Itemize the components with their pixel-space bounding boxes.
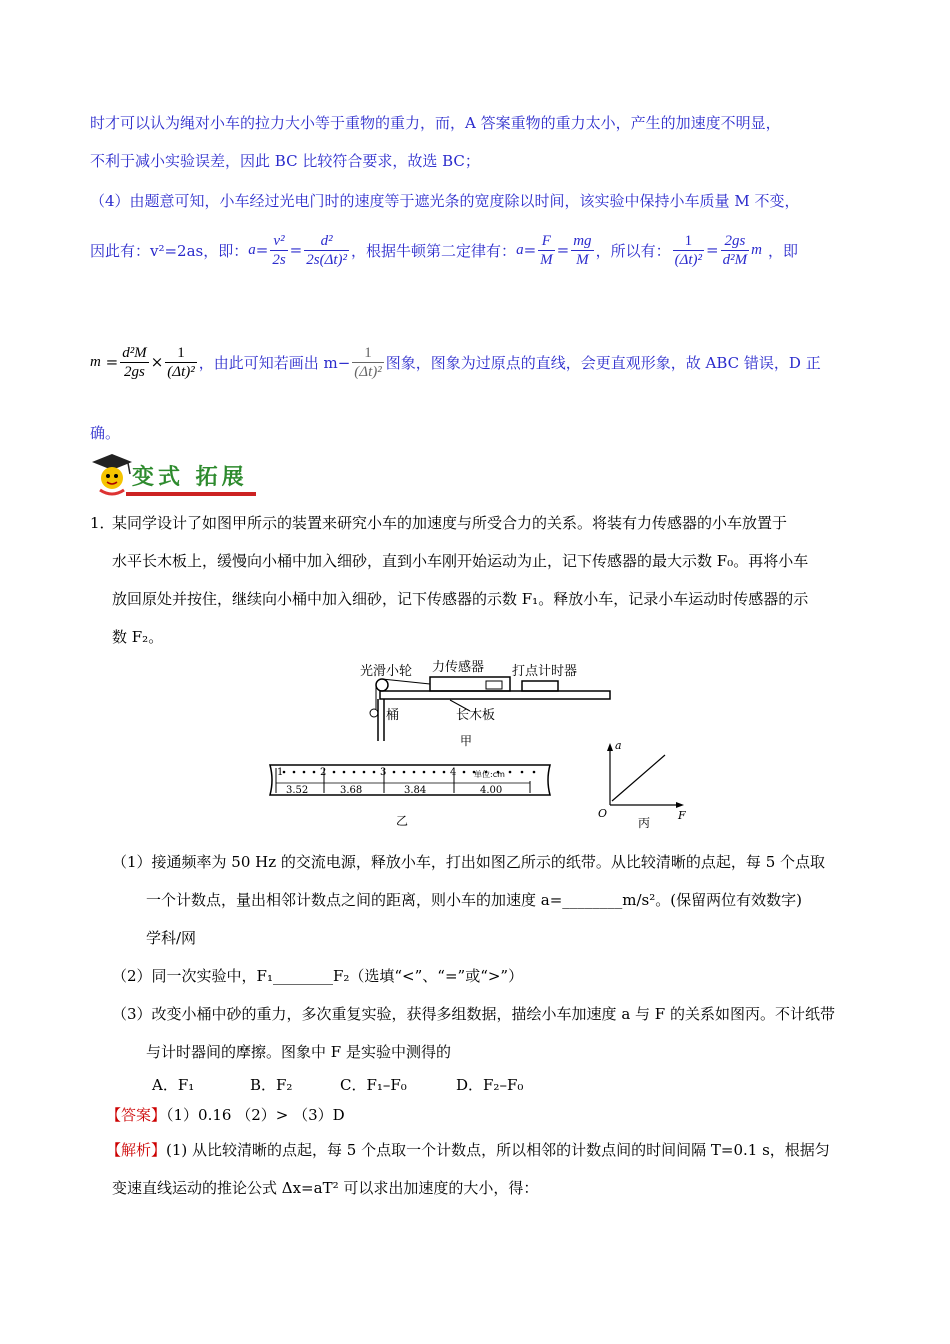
label-timer: 打点计时器 [512,664,578,679]
tape-distance-3: 3.84 [404,785,427,796]
a-F-graph [598,739,686,830]
solution-line-5-text2: 图象，图象为过原点的直线，会更直观形象，故 ABC 错误，D 正 [385,353,821,372]
solution-line-5-text: ，由此可知若画出 m− [198,353,351,372]
graph-ylabel: a [615,739,622,752]
tape-point-4: 4 [450,767,457,778]
solution-line-5: m = $\frac{\text{d²M}}{2gs}$ × $\frac{1}{\text{(Δt)²}}$ ，由此可知若画出 m− $\frac{1}{\text{(Δt)²}}$ 图象，图象为过原点的直线，会更直观形象，故 ABC 错误，D 正 [90,344,821,380]
part1-line-1: （1）接通频率为 50 Hz 的交流电源，释放小车，打出如图乙所示的纸带。从比较清晰的点起，每 5 个点取 [112,853,826,871]
tape-point-3: 3 [380,767,387,778]
tape-distance-2: 3.68 [340,785,363,796]
tape-distance-4: 4.00 [480,785,503,796]
analysis-line-1 [106,1140,830,1160]
question-stem-3: 放回原处并按住，继续向小桶中加入细砂，记下传感器的示数 F₁。释放小车，记录小车运动时传感器的示 [112,590,809,608]
solution-line-6: 确。 [90,424,121,442]
analysis-tag: 【解析】 [106,1141,167,1159]
caption-bing: 丙 [638,816,651,830]
solution-line-1: 时才可以认为绳对小车的拉力大小等于重物的重力，而，A 答案重物的重力太小，产生的加速度不明显， [90,114,781,132]
tape-point-2: 2 [320,767,327,778]
graph-line [612,755,665,801]
part1-line-3: 学科/网 [146,929,197,947]
tape-unit: 单位:cm [474,770,505,779]
option-c: C．F₁–F₀ [340,1076,407,1094]
solution-line-2: 不利于减小实验误差，因此 BC 比较符合要求，故选 BC； [90,152,480,170]
caption-jia: 甲 [460,734,473,748]
question-number: 1． [90,514,115,532]
tape-distance-1: 3.52 [286,785,309,796]
solution-line-4-mid2: ，所以有： [595,241,671,260]
answer-text: （1）0.16 （2）> （3）D [166,1106,345,1124]
caption-yi: 乙 [396,814,409,828]
analysis-text-1: (1) 从比较清晰的点起，每 5 个点取一个计数点，所以相邻的计数点间的时间间隔 T=0.1 s，根据匀 [166,1141,830,1159]
part2-line: （2）同一次实验中，F₁________F₂（选填“<”、“=”或“>”） [112,967,524,985]
paper-tape [270,765,550,828]
graph-xlabel: F [678,809,686,822]
label-pulley: 光滑小轮 [360,664,413,679]
part1-line-2: 一个计数点，量出相邻计数点之间的距离，则小车的加速度 a=________m/s²。(保留两位有效数字) [146,891,802,909]
part3-line-1: （3）改变小桶中砂的重力，多次重复实验，获得多组数据，描绘小车加速度 a 与 F 的关系如图丙。不计纸带 [112,1005,835,1023]
label-board: 长木板 [456,708,496,723]
answer-tag: 【答案】 [106,1106,167,1124]
solution-line-3: （4）由题意可知，小车经过光电门时的速度等于遮光条的宽度除以时间，该实验中保持小车质量 M 不变， [90,192,800,210]
option-b: B．F₂ [250,1076,293,1094]
graph-origin: O [598,807,608,820]
label-bucket: 桶 [386,708,400,723]
experiment-figure [260,655,720,835]
option-a: A．F₁ [152,1076,195,1094]
answer-line [106,1105,345,1125]
option-d: D．F₂–F₀ [456,1076,524,1094]
question-stem-4: 数 F₂。 [112,628,164,646]
tape-point-1: 1 [277,767,284,778]
analysis-line-2: 变速直线运动的推论公式 Δx=aT² 可以求出加速度的大小，得： [112,1179,539,1197]
section-banner [86,452,256,498]
part3-line-2: 与计时器间的摩擦。图象中 F 是实验中测得的 [146,1043,451,1061]
solution-line-4: 因此有：v²=2as，即： a = $\frac{\text{v²}}{2s}$ = $\frac{\text{d²}}{\text{2s(Δt)²}}$ ，根据牛顿第二定律有： a = $\frac{F}{M}$ = $\frac{mg}{M}$ ，所以有： $\frac{1}{\text{(Δt)²}}$ = $\frac{2gs}{\text{d²M}}$ m ，即 [90,232,798,268]
banner-title: 变式 拓展 [132,464,248,490]
solution-line-4-mid: ，根据牛顿第二定律有： [351,241,517,260]
question-stem-2: 水平长木板上，缓慢向小桶中加入细砂，直到小车刚开始运动为止，记下传感器的最大示数 F₀。再将小车 [112,552,809,570]
banner-underline [126,492,256,496]
label-sensor: 力传感器 [432,660,485,675]
solution-line-4-end: ，即 [767,241,798,260]
question-stem-1: 某同学设计了如图甲所示的装置来研究小车的加速度与所受合力的关系。将装有力传感器的小车放置于 [112,514,788,532]
solution-line-4-prefix: 因此有：v²=2as，即： [90,241,249,260]
apparatus-diagram [360,659,610,748]
